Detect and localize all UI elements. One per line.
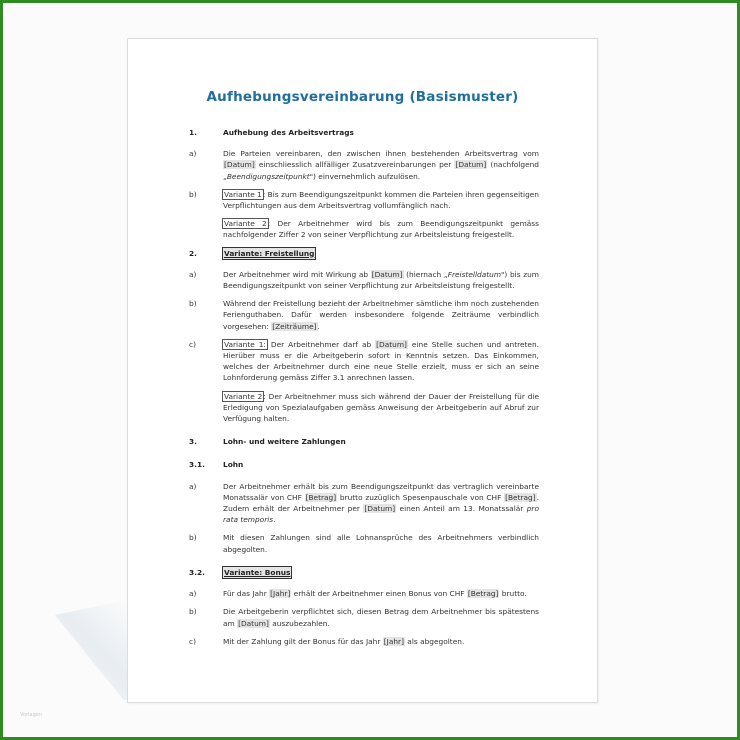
clause-label: c) bbox=[189, 636, 196, 646]
clause-text bbox=[223, 481, 539, 526]
clause-label: b) bbox=[189, 533, 197, 543]
section-title: Lohn bbox=[223, 460, 244, 470]
variant-marker: Variante 2 bbox=[224, 219, 267, 229]
section-title: Aufhebung des Arbeitsvertrags bbox=[223, 128, 354, 137]
text: auszubezahlen. bbox=[269, 618, 330, 628]
text: brutto. bbox=[499, 589, 527, 599]
document-title: Aufhebungsvereinbarung (Basismuster) bbox=[206, 89, 519, 105]
text: Die Parteien vereinbaren, den zwischen ihnen bestehenden Arbeitsvertrag vom bbox=[223, 149, 539, 159]
text: als abgegolten. bbox=[404, 636, 465, 646]
placeholder-betrag: [Betrag] bbox=[505, 492, 536, 502]
clause-label: b) bbox=[189, 299, 197, 309]
clause-2c-variant-2 bbox=[223, 391, 539, 425]
section-3-1-heading bbox=[189, 459, 539, 470]
clause-text bbox=[223, 269, 539, 291]
clause-3-1a bbox=[189, 481, 539, 526]
text: Der Arbeitnehmer wird mit Wirkung ab bbox=[223, 269, 371, 279]
clause-label: c) bbox=[189, 339, 196, 349]
clause-text bbox=[223, 606, 539, 628]
text: : Der Arbeitnehmer muss sich während der Dauer der Freistellung für die Erledigung von Spezialaufgaben gemäss Anweisung der Arbeitgeberin auf Abruf zur Verfügung halten. bbox=[223, 391, 539, 424]
placeholder-datum: [Datum] bbox=[376, 339, 407, 349]
text: erhält der Arbeitnehmer einen Bonus von CHF bbox=[291, 589, 467, 599]
text: Für das Jahr bbox=[223, 589, 270, 599]
latin-term: pro rata temporis bbox=[223, 504, 539, 525]
clause-label: b) bbox=[189, 189, 197, 199]
clause-label: b) bbox=[189, 607, 197, 617]
defined-term: Beendigungszeitpunkt bbox=[226, 171, 310, 181]
text: Der Arbeitnehmer erhält bis zum Beendigungszeitpunkt das vertraglich vereinbarte Monatssalär von CHF bbox=[223, 481, 539, 502]
section-number: 3. bbox=[189, 437, 197, 447]
defined-term: Freistelldatum bbox=[447, 269, 502, 279]
section-3-heading bbox=[189, 436, 539, 447]
clause-text bbox=[223, 339, 539, 384]
document-page bbox=[127, 38, 598, 703]
clause-text: Mit diesen Zahlungen sind alle Lohnansprüche des Arbeitnehmers verbindlich abgegolten. bbox=[223, 533, 539, 554]
placeholder-betrag: [Betrag] bbox=[467, 589, 499, 599]
text: . bbox=[317, 321, 320, 331]
text: einschliesslich allfälliger Zusatzvereinbarungen per bbox=[255, 160, 455, 170]
clause-text bbox=[223, 148, 539, 182]
clause-3-1b bbox=[189, 532, 539, 554]
text: Die Arbeitgeberin verpflichtet sich, diesen Betrag dem Arbeitnehmer bis spätestens am bbox=[223, 607, 539, 628]
text: eine Stelle suchen und antreten. Hierüber muss er die Arbeitgeberin sofort in Kenntnis setzen. Das Einkommen, welches der Arbeitnehmer durch eine neue Stelle erzielt, muss er sich an seine Lohnforderung gemäss Ziffer 3.1 anrechnen lassen. bbox=[223, 339, 540, 383]
section-1-heading bbox=[189, 127, 539, 138]
text: . bbox=[273, 515, 276, 525]
section-3-2-heading bbox=[189, 567, 539, 578]
clause-2a bbox=[189, 269, 539, 291]
text: ") bis zum Beendigungszeitpunkt von seiner Verpflichtung zur Arbeitsleistung freigestellt. bbox=[223, 269, 539, 291]
section-number: 1. bbox=[189, 128, 197, 137]
section-title: Variante: Freistellung bbox=[224, 248, 315, 258]
text: Während der Freistellung bezieht der Arbeitnehmer sämtliche ihm noch zustehenden Ferienguthaben. Dafür werden insbesondere folgende Zeiträume verbindlich vorgesehen: bbox=[223, 299, 539, 331]
placeholder-datum: [Datum] bbox=[364, 504, 396, 514]
clause-label: a) bbox=[189, 481, 197, 491]
clause-3-2b bbox=[189, 606, 539, 628]
clause-label: a) bbox=[189, 149, 197, 159]
clause-text bbox=[223, 298, 539, 332]
section-number: 3.1. bbox=[189, 460, 205, 470]
document-body bbox=[189, 127, 539, 654]
clause-label: a) bbox=[189, 269, 197, 279]
variant-marker: Variante 2 bbox=[224, 391, 263, 401]
section-number: 3.2. bbox=[189, 567, 205, 577]
text: : Bis zum Beendigungszeitpunkt kommen die Parteien ihren gegenseitigen Verpflichtungen aus dem Arbeitsvertrag vollumfänglich nach. bbox=[223, 189, 539, 211]
placeholder-betrag: [Betrag] bbox=[305, 492, 337, 502]
variant-marker: Variante 1: bbox=[224, 339, 266, 349]
placeholder-jahr: [Jahr] bbox=[383, 636, 404, 646]
text: : Der Arbeitnehmer wird bis zum Beendigungszeitpunkt gemäss nachfolgender Ziffer 2 von seiner Verpflichtung zur Arbeitsleistung freigestellt. bbox=[223, 219, 539, 240]
clause-text bbox=[223, 636, 539, 647]
watermark: Vorlagen bbox=[20, 712, 43, 718]
clause-2b bbox=[189, 298, 539, 332]
clause-text bbox=[223, 588, 539, 599]
placeholder-jahr: [Jahr] bbox=[270, 589, 291, 599]
text: Mit der Zahlung gilt der Bonus für das Jahr bbox=[223, 636, 383, 646]
text: . Zudem erhält der Arbeitnehmer per bbox=[223, 492, 539, 514]
placeholder-datum: [Datum] bbox=[224, 160, 255, 170]
section-number: 2. bbox=[189, 248, 197, 258]
placeholder-datum: [Datum] bbox=[238, 618, 269, 628]
clause-3-2c bbox=[189, 636, 539, 647]
text: (nachfolgend „ bbox=[223, 160, 539, 181]
clause-text bbox=[223, 189, 539, 211]
placeholder-datum: [Datum] bbox=[371, 269, 403, 279]
variant-marker: Variante 1 bbox=[224, 189, 262, 199]
clause-1b bbox=[189, 189, 539, 211]
text: ") einvernehmlich aufzulösen. bbox=[309, 171, 421, 181]
clause-1a bbox=[189, 148, 539, 182]
text: (hiernach „ bbox=[403, 269, 448, 279]
clause-1b-variant-2 bbox=[223, 218, 539, 240]
text: Der Arbeitnehmer darf ab bbox=[266, 339, 376, 349]
placeholder-zeitraeume: [Zeiträume] bbox=[272, 321, 317, 331]
placeholder-datum: [Datum] bbox=[455, 160, 487, 170]
section-title: Lohn- und weitere Zahlungen bbox=[223, 437, 346, 447]
text: brutto zuzüglich Spesenpauschale von CHF bbox=[337, 492, 505, 502]
clause-2c bbox=[189, 339, 539, 384]
section-2-heading bbox=[189, 248, 539, 259]
text: einen Anteil am 13. Monatssalär bbox=[396, 504, 527, 514]
clause-label: a) bbox=[189, 589, 197, 599]
clause-3-2a bbox=[189, 588, 539, 599]
section-title: Variante: Bonus bbox=[224, 567, 291, 577]
